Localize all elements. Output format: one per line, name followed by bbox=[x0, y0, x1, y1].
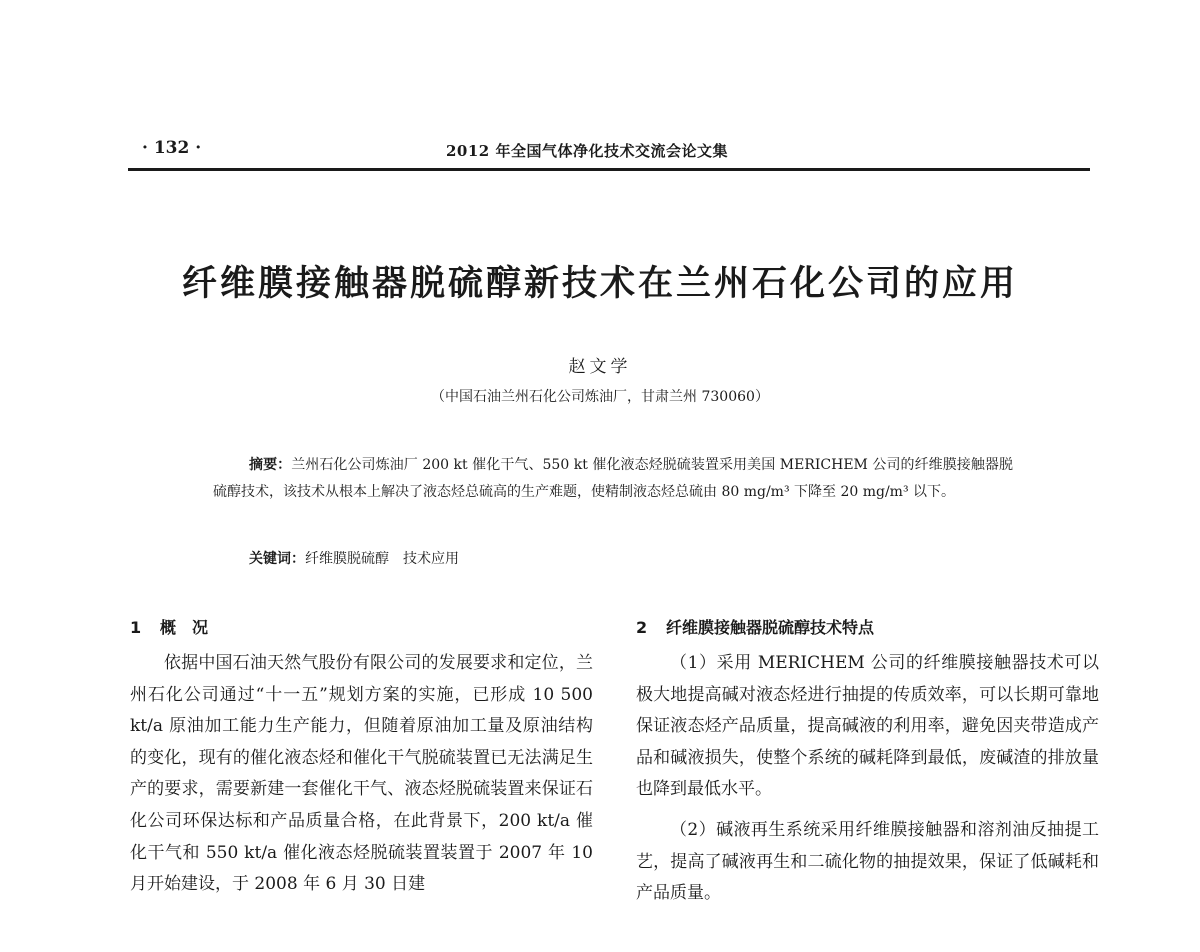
abstract-label: 摘要： bbox=[249, 457, 292, 473]
body-paragraph: 依据中国石油天然气股份有限公司的发展要求和定位，兰州石化公司通过“十一五”规划方案的实施，已形成 10 500 kt/a 原油加工能力生产能力，但随着原油加工量及原油结构的变化，现有的催化液态烃和催化干气脱硫装置已无法满足生产的要求，需要新建一套催化干气、液态烃脱硫装置来保证石化公司环保达标和产品质量合格，在此背景下，200 kt/a 催化干气和 550 kt/a 催化液态烃脱硫装置装置于 2007 年 10 月开始建设，于 2008 年 6 月 30 日建 bbox=[130, 653, 593, 895]
page-number: · 132 · bbox=[142, 138, 202, 158]
body-paragraph: （1）采用 MERICHEM 公司的纤维膜接触器技术可以极大地提高碱对液态烃进行抽提的传质效率，可以长期可靠地保证液态烃产品质量，提高碱液的利用率，避免因夹带造成产品和碱液损失，使整个系统的碱耗降到最低，废碱渣的排放量也降到最低水平。 bbox=[636, 653, 1099, 800]
section-heading bbox=[636, 616, 1099, 640]
section-title: 纤维膜接触器脱硫醇技术特点 bbox=[666, 618, 875, 637]
keywords bbox=[249, 548, 459, 568]
abstract bbox=[213, 452, 1013, 506]
section-1 bbox=[130, 616, 593, 901]
section-number: 1 bbox=[130, 618, 142, 637]
abstract-text: 兰州石化公司炼油厂 200 kt 催化干气、550 kt 催化液态烃脱硫装置采用美国 MERICHEM 公司的纤维膜接触器脱硫醇技术，该技术从根本上解决了液态烃总硫高的生产难题，使精制液态烃总硫由 80 mg/m³ 下降至 20 mg/m³ 以下。 bbox=[213, 457, 1013, 500]
running-title: 2012 年全国气体净化技术交流会论文集 bbox=[446, 142, 728, 160]
section-2 bbox=[636, 616, 1099, 910]
page-header bbox=[128, 138, 1090, 170]
affiliation: （中国石油兰州石化公司炼油厂，甘肃兰州 730060） bbox=[431, 389, 769, 405]
section-heading bbox=[130, 616, 593, 640]
keywords-label: 关键词： bbox=[249, 551, 305, 567]
keywords-text: 纤维膜脱硫醇 技术应用 bbox=[305, 551, 459, 567]
header-rule bbox=[128, 168, 1090, 171]
author: 赵文学 bbox=[568, 357, 632, 377]
section-title: 概 况 bbox=[160, 618, 209, 637]
body-paragraph: （2）碱液再生系统采用纤维膜接触器和溶剂油反抽提工艺，提高了碱液再生和二硫化物的抽提效果，保证了低碱耗和产品质量。 bbox=[636, 819, 1099, 904]
paper-title: 纤维膜接触器脱硫醇新技术在兰州石化公司的应用 bbox=[181, 264, 1018, 304]
section-number: 2 bbox=[636, 618, 648, 637]
